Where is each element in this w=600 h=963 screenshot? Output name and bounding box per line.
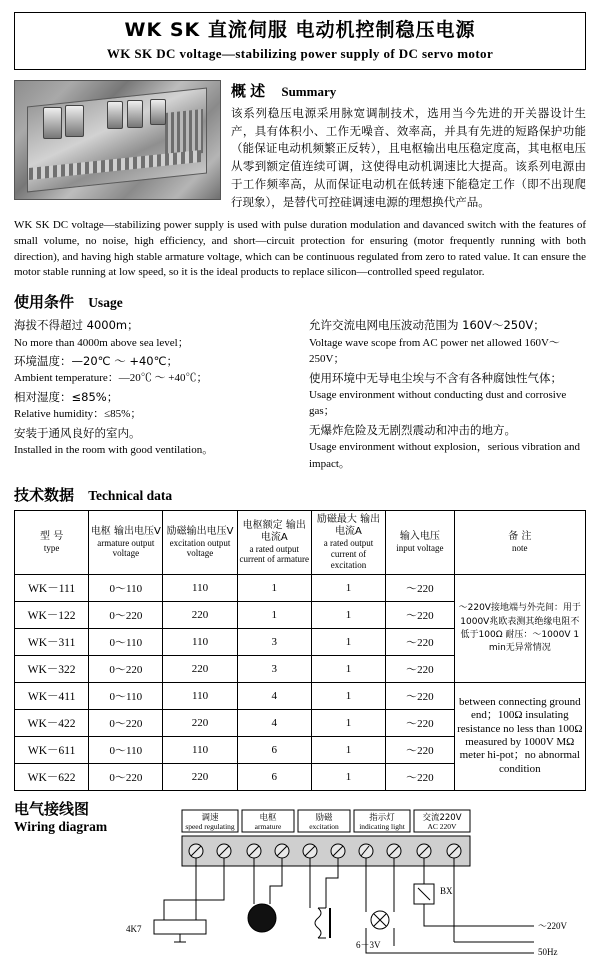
usage-item-en: Relative humidity：≤85%； (14, 408, 142, 421)
cell-armature-current: 6 (237, 763, 311, 790)
usage-item-en: Usage environment without explosion，serious vibration and impact。 (309, 441, 580, 470)
usage-heading (14, 291, 586, 312)
lamp-label: 6－3V (356, 940, 381, 951)
usage-item-cn: 允许交流电网电压波动范围为 160V～250V； (309, 318, 545, 333)
cell-excitation-voltage: 110 (163, 736, 237, 763)
usage-item-cn: 相对湿度：≤85%； (14, 389, 119, 404)
terminal-label-en: armature (254, 822, 282, 832)
col-armature-current: 电枢额定 输出电流A a rated output current of armature (237, 511, 311, 574)
col-excitation-voltage: 励磁输出电压V excitation output voltage (163, 511, 237, 574)
cell-excitation-voltage: 220 (163, 709, 237, 736)
terminal-label-en: AC 220V (427, 822, 457, 832)
page-title-cn: WK SK 直流伺服 电动机控制稳压电源 (124, 19, 476, 41)
summary-heading-cn: 概 述 (231, 82, 266, 100)
cell-armature-voltage: 0～220 (89, 601, 163, 628)
tech-heading-cn: 技术数据 (14, 487, 75, 505)
wiring-diagram-svg (14, 808, 586, 963)
usage-item-cn: 环境温度：—20℃ ～ +40℃； (14, 354, 179, 369)
cell-type: WK－422 (15, 709, 89, 736)
col-excitation-current: 励磁最大 输出电流A a rated output current of excitation (311, 511, 385, 574)
terminal-label-cn: 电枢 (259, 813, 277, 824)
table-header-row (15, 511, 586, 574)
usage-item-en: Voltage wave scope from AC power net allowed 160V～250V； (309, 336, 560, 366)
title-box (14, 12, 586, 70)
col-armature-voltage: 电枢 输出电压V armature output voltage (89, 511, 163, 574)
page-title-en: WK SK DC voltage—stabilizing power supply of DC servo motor (106, 45, 494, 61)
cell-armature-voltage: 0～220 (89, 655, 163, 682)
cell-armature-voltage: 0～110 (89, 736, 163, 763)
cell-input-voltage: ～220 (386, 574, 455, 601)
usage-item-en: Installed in the room with good ventilation。 (14, 443, 214, 456)
cell-input-voltage: ～220 (386, 628, 455, 655)
cell-type: WK－611 (15, 736, 89, 763)
terminal-label-en: excitation (309, 822, 339, 832)
usage-heading-cn: 使用条件 (14, 294, 75, 312)
col-type: 型 号 type (15, 511, 89, 574)
cell-excitation-current: 1 (311, 628, 385, 655)
cell-armature-voltage: 0～220 (89, 709, 163, 736)
cell-type: WK－322 (15, 655, 89, 682)
cell-armature-voltage: 0～110 (89, 682, 163, 709)
cell-excitation-current: 1 (311, 763, 385, 790)
summary-body-en: WK SK DC voltage—stabilizing power supply is used with pulse duration modulation and davanced switch with the features of small volume, no noise, high efficiency, and short—circuit protection for ensuring (motor frequently running with both direction), and having high stable armature voltage, which can be continuous regulated from zero to rated value. It can ensure the motor stable running at low speed, so it is the ideal products to replace silicon—controlled speed regulator. (14, 218, 586, 279)
tech-heading (14, 484, 586, 505)
frequency-label: 50Hz (538, 947, 558, 958)
cell-armature-current: 6 (237, 736, 311, 763)
cell-excitation-current: 1 (311, 736, 385, 763)
cell-excitation-current: 1 (311, 709, 385, 736)
tech-heading-en: Technical data (88, 488, 173, 504)
technical-data-table (14, 510, 586, 790)
usage-column-right (309, 317, 586, 474)
wiring-diagram (14, 808, 586, 958)
cell-input-voltage: ～220 (386, 763, 455, 790)
cell-armature-voltage: 0～110 (89, 574, 163, 601)
usage-item-cn: 无爆炸危险及无剧烈震动和冲击的地方。 (309, 422, 516, 437)
cell-input-voltage: ～220 (386, 709, 455, 736)
cell-excitation-voltage: 220 (163, 763, 237, 790)
terminal-label-cn: 指示灯 (369, 813, 395, 824)
summary-heading-en: Summary (281, 83, 337, 99)
usage-item-en: Ambient temperature：—20℃ ～ +40℃； (14, 372, 208, 385)
cell-excitation-current: 1 (311, 574, 385, 601)
cell-note-en: between connecting ground end；100Ω insulating resistance no less than 100Ω measured by 1000V MΩ meter hi-pot；no abnormal condition (454, 682, 585, 790)
cell-excitation-voltage: 110 (163, 574, 237, 601)
cell-input-voltage: ～220 (386, 601, 455, 628)
cell-input-voltage: ～220 (386, 682, 455, 709)
cell-armature-current: 1 (237, 601, 311, 628)
cell-note-cn: ～220V接地端与外壳间：用于1000V兆欧表测其绝缘电阻不低于100Ω 耐压：～1000V 1 min无异常情况 (454, 574, 585, 682)
col-note: 备 注 note (454, 511, 585, 574)
cell-excitation-voltage: 110 (163, 682, 237, 709)
usage-column-left (14, 317, 291, 474)
usage-item-en: No more than 4000m above sea level； (14, 336, 189, 349)
cell-type: WK－311 (15, 628, 89, 655)
col-input-voltage: 输入电压 input voltage (386, 511, 455, 574)
cell-excitation-current: 1 (311, 601, 385, 628)
ac-voltage-label: ～220V (538, 921, 567, 932)
cell-input-voltage: ～220 (386, 736, 455, 763)
cell-input-voltage: ～220 (386, 655, 455, 682)
cell-excitation-voltage: 220 (163, 601, 237, 628)
cell-type: WK－122 (15, 601, 89, 628)
terminal-label-cn: 励磁 (315, 813, 333, 824)
terminal-label-en: speed regulating (185, 822, 235, 832)
cell-type: WK－622 (15, 763, 89, 790)
usage-item-cn: 安装于通风良好的室内。 (14, 425, 141, 440)
terminal-label-en: indicating light (359, 822, 405, 832)
usage-heading-en: Usage (88, 295, 123, 311)
usage-item-en: Usage environment without conducting dust and corrosive gas； (309, 388, 567, 418)
cell-armature-voltage: 0～220 (89, 763, 163, 790)
cell-armature-current: 4 (237, 682, 311, 709)
cell-type: WK－411 (15, 682, 89, 709)
wiring-heading-cn: 电气接线图 (14, 800, 90, 818)
cell-armature-current: 1 (237, 574, 311, 601)
summary-body-cn: 该系列稳压电源采用脉宽调制技术，选用当今先进的开关器设计生产，具有体积小、工作无噪音、效率高，并具有先进的短路保护功能（能保证电动机频繁正反转），且电枢输出电压稳定度高，其电枢电压从零到额定值连续可调，这使得电动机调速比大提高。该系列电源由于工作频率高，从而保证电动机在低转速下能稳定工作（即不出现爬行现象），是替代可控硅调速电源的理想换代产品。 (231, 105, 586, 209)
cell-excitation-current: 1 (311, 682, 385, 709)
cell-armature-current: 3 (237, 628, 311, 655)
cell-armature-current: 3 (237, 655, 311, 682)
cell-excitation-current: 1 (311, 655, 385, 682)
terminal-label-cn: 交流220V (422, 813, 462, 824)
wiring-heading-en: Wiring diagram (14, 819, 108, 835)
usage-item-cn: 使用环境中无导电尘埃与不含有各种腐蚀性气体； (309, 370, 562, 385)
product-photo (14, 80, 221, 200)
cell-type: WK－111 (15, 574, 89, 601)
usage-section (14, 317, 586, 474)
cell-armature-current: 4 (237, 709, 311, 736)
usage-item-cn: 海拔不得超过 4000m； (14, 318, 139, 333)
cell-armature-voltage: 0～110 (89, 628, 163, 655)
cell-excitation-voltage: 220 (163, 655, 237, 682)
summary-section (14, 80, 586, 282)
terminal-label-cn: 调速 (201, 813, 219, 824)
table-row (15, 574, 586, 601)
datasheet-page (0, 12, 600, 958)
table-row (15, 682, 586, 709)
pot-label: 4K7 (126, 924, 142, 935)
bx-label: BX (440, 886, 453, 897)
cell-excitation-voltage: 110 (163, 628, 237, 655)
